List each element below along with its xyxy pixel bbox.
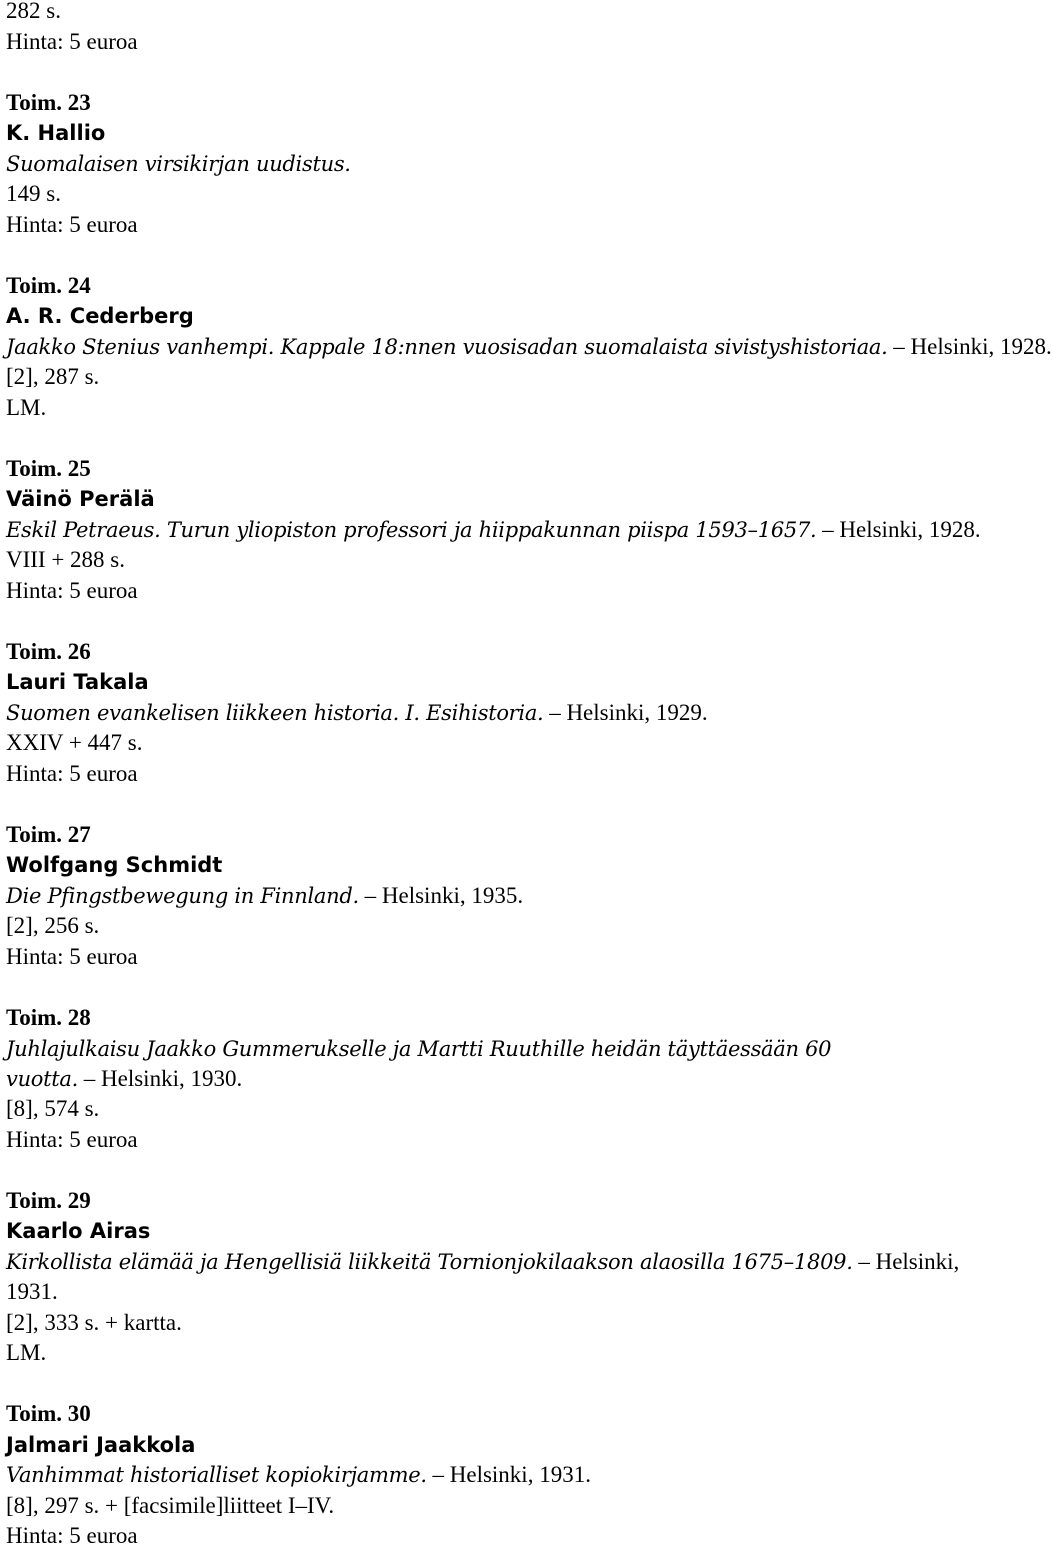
entry-author: Jalmari Jaakkola <box>6 1433 196 1457</box>
entry-author: Lauri Takala <box>6 670 149 694</box>
entry-pages: 149 s. <box>6 181 61 206</box>
dash: – <box>893 334 905 359</box>
entry-title: Juhlajulkaisu Jaakko Gummerukselle ja Martti Ruuthille heidän täyttäessään 60 <box>6 1037 832 1061</box>
entry-place-continued: 1931. <box>6 1279 58 1304</box>
entry-title-line <box>6 698 708 728</box>
entry-place: Helsinki, <box>875 1249 960 1274</box>
entry-title-line <box>6 881 523 911</box>
entry-place: Helsinki, 1928. <box>910 334 1052 359</box>
entry-pages: 282 s. <box>6 0 61 23</box>
entry-pages: [8], 297 s. + [facsimile]liitteet I–IV. <box>6 1493 335 1518</box>
entry-label: Toim. 29 <box>6 1188 91 1213</box>
entry-price: Hinta: 5 euroa <box>6 212 138 237</box>
entry-place: Helsinki, 1935. <box>381 883 524 908</box>
entry-status: LM. <box>6 395 47 420</box>
dash: – <box>822 517 834 542</box>
entry-price: Hinta: 5 euroa <box>6 578 138 603</box>
entry-pages: [2], 287 s. <box>6 364 100 389</box>
dash: – <box>549 700 561 725</box>
entry-author: K. Hallio <box>6 121 106 145</box>
entry-place: Helsinki, 1931. <box>449 1462 591 1487</box>
entry-pages: [8], 574 s. <box>6 1096 100 1121</box>
entry-pages: XXIV + 447 s. <box>6 730 143 755</box>
dash: – <box>83 1066 96 1091</box>
entry-price: Hinta: 5 euroa <box>6 1127 138 1152</box>
entry-pages: [2], 333 s. + kartta. <box>6 1310 182 1335</box>
entry-title-continued: vuotta. <box>6 1067 79 1091</box>
entry-label: Toim. 25 <box>6 456 91 481</box>
entry-label: Toim. 30 <box>6 1401 91 1426</box>
entry-title: Eskil Petraeus. Turun yliopiston professori ja hiippakunnan piispa 1593–1657. <box>6 518 817 542</box>
entry-label: Toim. 24 <box>6 273 91 298</box>
entry-label: Toim. 23 <box>6 90 91 115</box>
entry-title: Suomalaisen virsikirjan uudistus. <box>6 152 351 176</box>
entry-title-line <box>6 332 1052 362</box>
entry-title: Kirkollista elämää ja Hengellisiä liikkeitä Tornionjokilaakson alaosilla 1675–1809. <box>6 1250 853 1274</box>
entry-author: Kaarlo Airas <box>6 1219 151 1243</box>
entry-label: Toim. 26 <box>6 639 91 664</box>
entry-author: Wolfgang Schmidt <box>6 853 223 877</box>
entry-status: LM. <box>6 1340 47 1365</box>
entry-author: A. R. Cederberg <box>6 304 194 328</box>
entry-price: Hinta: 5 euroa <box>6 944 138 969</box>
dash: – <box>364 883 377 908</box>
entry-place: Helsinki, 1928. <box>839 517 981 542</box>
dash: – <box>858 1249 870 1274</box>
dash: – <box>432 1462 444 1487</box>
entry-title-line <box>6 515 981 545</box>
entry-label: Toim. 27 <box>6 822 91 847</box>
entry-title-line <box>6 1460 591 1490</box>
entry-title: Vanhimmat historialliset kopiokirjamme. <box>6 1463 427 1487</box>
entry-price: Hinta: 5 euroa <box>6 761 138 786</box>
entry-place: Helsinki, 1930. <box>101 1066 243 1091</box>
entry-title: Die Pfingstbewegung in Finnland. <box>6 884 359 908</box>
entry-title-line <box>6 1064 242 1094</box>
entry-author: Väinö Perälä <box>6 487 155 511</box>
entry-price: Hinta: 5 euroa <box>6 1523 138 1548</box>
entry-title-line <box>6 1247 959 1277</box>
entry-place: Helsinki, 1929. <box>566 700 708 725</box>
entry-price: Hinta: 5 euroa <box>6 29 138 54</box>
entry-pages: [2], 256 s. <box>6 913 100 938</box>
entry-label: Toim. 28 <box>6 1005 91 1030</box>
entry-title: Jaakko Stenius vanhempi. Kappale 18:nnen vuosisadan suomalaista sivistyshistoriaa. <box>6 335 888 359</box>
entry-pages: VIII + 288 s. <box>6 547 126 572</box>
entry-title: Suomen evankelisen liikkeen historia. I. Esihistoria. <box>6 701 544 725</box>
